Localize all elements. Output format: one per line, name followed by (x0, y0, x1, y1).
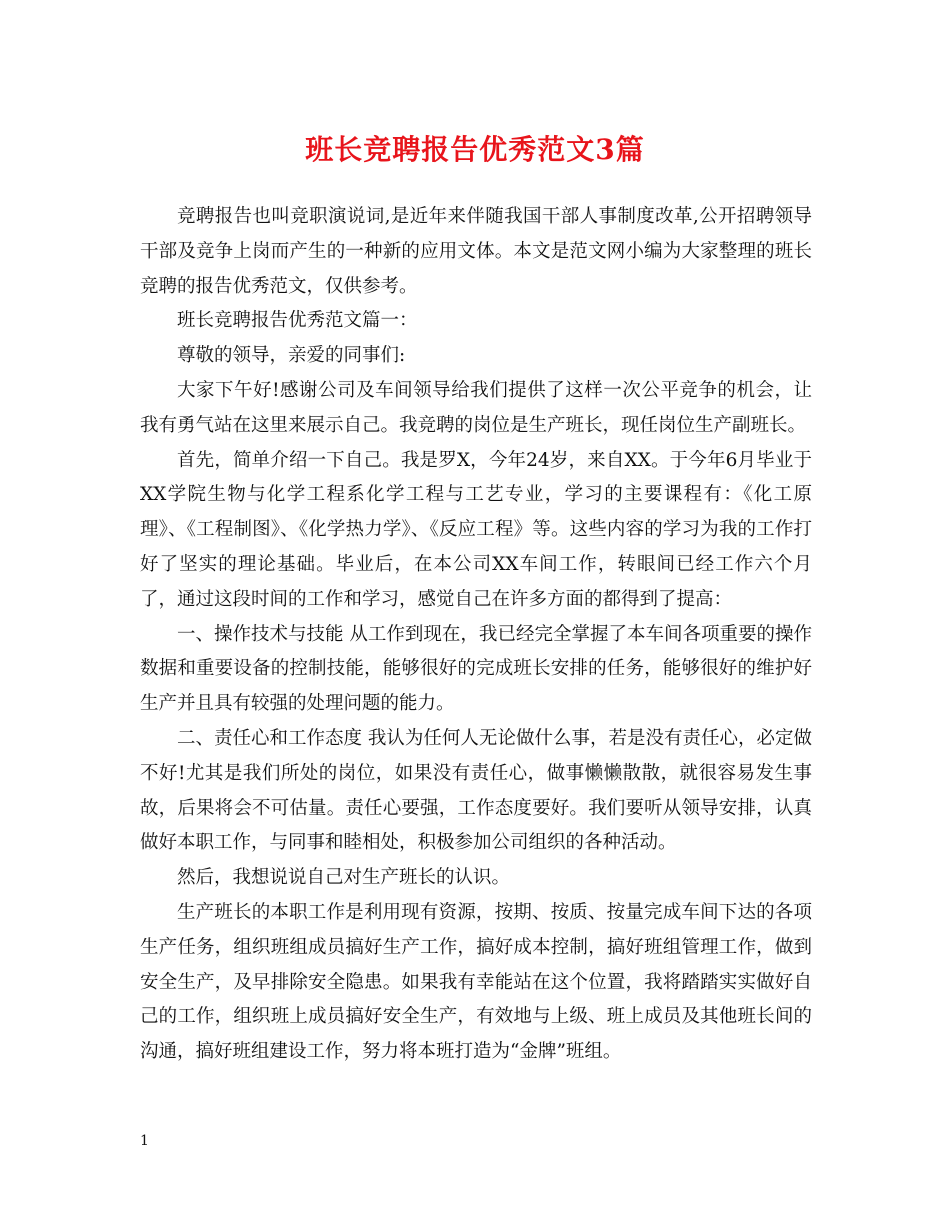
paragraph-salutation: 尊敬的领导，亲爱的同事们: (177, 345, 406, 367)
paragraph-transition: 然后，我想说说自己对生产班长的认识。 (177, 867, 511, 889)
paragraph-greeting: 大家下午好!感谢公司及车间领导给我们提供了这样一次公平竞争的机会，让我有勇气站在这里来展示自己。我竞聘的岗位是生产班长，现任岗位生产副班长。 (140, 379, 812, 436)
paragraph-intro: 竞聘报告也叫竞职演说词,是近年来伴随我国干部人事制度改革,公开招聘领导干部及竞争上岗而产生的一种新的应用文体。本文是范文网小编为大家整理的班长竞聘的报告优秀范文，仅供参考。 (140, 206, 812, 297)
paragraph-role-understanding: 生产班长的本职工作是利用现有资源，按期、按质、按量完成车间下达的各项生产任务，组织班组成员搞好生产工作，搞好成本控制，搞好班组管理工作，做到安全生产，及早排除安全隐患。如果我有幸能站在这个位置，我将踏踏实实做好自己的工作，组织班上成员搞好安全生产，有效地与上级、班上成员及其他班长间的沟通，搞好班组建设工作，努力将本班打造为“金牌”班组。 (140, 901, 812, 1063)
page-number: 1 (140, 1133, 149, 1149)
document-body (140, 200, 812, 1070)
paragraph-self-introduction: 首先，简单介绍一下自己。我是罗X，今年24岁，来自XX。于今年6月毕业于XX学院生物与化学工程系化学工程与工艺专业，学习的主要课程有：《化工原理》、《工程制图》、《化学热力学》、《反应工程》等。这些内容的学习为我的工作打好了坚实的理论基础。毕业后，在本公司XX车间工作，转眼间已经工作六个月了，通过这段时间的工作和学习，感觉自己在许多方面的都得到了提高： (140, 449, 812, 610)
paragraph-section-heading: 班长竞聘报告优秀范文篇一： (177, 310, 418, 332)
paragraph-skills: 一、操作技术与技能 从工作到现在，我已经完全掌握了本车间各项重要的操作数据和重要设备的控制技能，能够很好的完成班长安排的任务，能够很好的维护好生产并且具有较强的处理问题的能力。 (140, 623, 812, 715)
document-title: 班长竞聘报告优秀范文3篇 (305, 133, 645, 166)
paragraph-responsibility: 二、责任心和工作态度 我认为任何人无论做什么事，若是没有责任心，必定做不好!尤其是我们所处的岗位，如果没有责任心，做事懒懒散散，就很容易发生事故，后果将会不可估量。责任心要强，工作态度要好。我们要听从领导安排，认真做好本职工作，与同事和睦相处，积极参加公司组织的各种活动。 (140, 727, 812, 854)
